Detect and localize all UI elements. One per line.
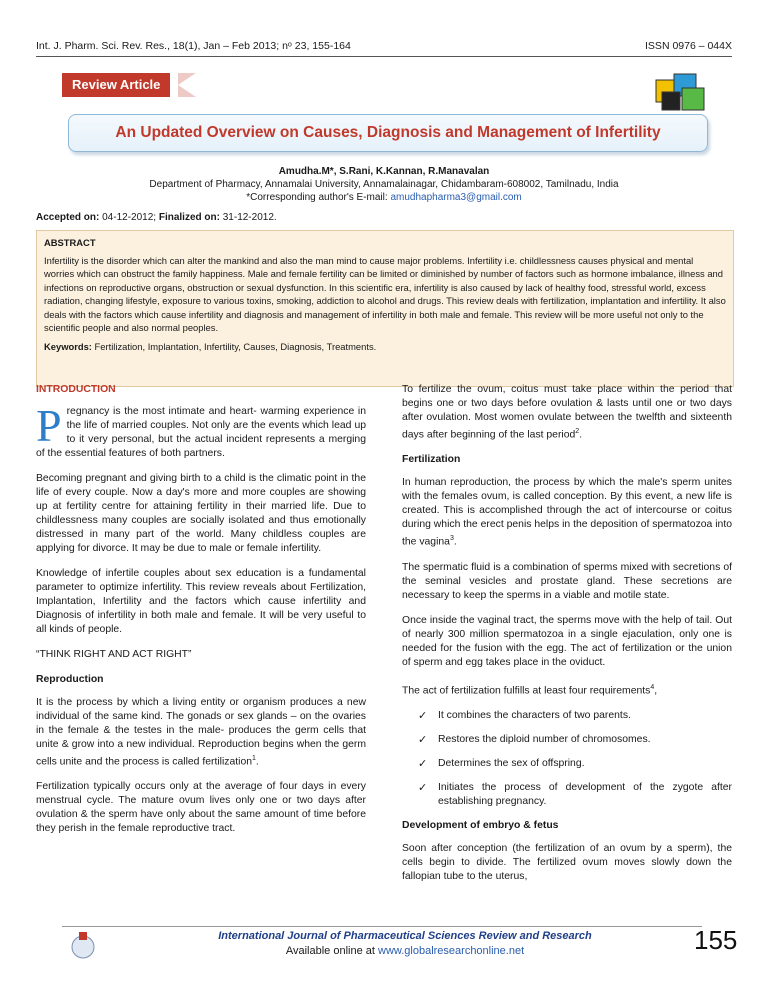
accepted-label: Accepted on: (36, 212, 100, 223)
check-icon: ✓ (418, 758, 428, 771)
footer-rule (62, 926, 702, 927)
reproduction-paragraph-1: It is the process by which a living entity or organism produces a new individual of the same kind. The gonads or sex glands – on the ovaries in the female & the testes in the male- produces the germ cells that unite & grow into a new individual. Reproduction begins when the germ cells unite and the process is called fertilization$^1$. (36, 697, 366, 768)
intro-p1-text: regnancy is the most intimate and heart- warming experience in the life of married couples. Not only are the events which lead up to it very personal, but the actual incident represents a merging of the essential features of both partners. (36, 406, 366, 459)
check-icon: ✓ (418, 710, 428, 723)
repro-p1-text: It is the process by which a living entity or organism produces a new individual of the same kind. The gonads or sex glands – on the ovaries in the female & the testes in the male- produces the germ cells that unite & grow into a new individual. Reproduction begins when the germ cells unite and the process is called fertilization (36, 697, 366, 768)
publisher-logo-icon (70, 930, 96, 960)
list-item (402, 781, 732, 809)
journal-logo-icon (652, 70, 710, 114)
corr-email-link[interactable]: amudhapharma3@gmail.com (390, 192, 522, 203)
fertilization-heading: Fertilization (402, 454, 461, 466)
keywords-label: Keywords: (44, 340, 92, 352)
abstract-box (36, 230, 734, 387)
reproduction-heading: Reproduction (36, 674, 104, 685)
requirements-list (402, 709, 732, 809)
affiliation: Department of Pharmacy, Annamalai University, Annamalainagar, Chidambaram-608002, Tamilnadu, India (149, 179, 619, 190)
article-dates (36, 212, 277, 223)
req-intro-text: The act of fertilization fulfills at least four requirements (402, 685, 651, 697)
intro-paragraph-1 (36, 400, 366, 461)
fertilization-paragraph-1: In human reproduction, the process by which the male's sperm unites with the females ovum, is called conception. By this event, a new life is created. This is accomplished through the act of intercourse or coitus during which the erect penis helps in the deposition of spermatozoa into the vagina$^3$. (402, 477, 732, 548)
availability (180, 945, 630, 957)
motto: “THINK RIGHT AND ACT RIGHT” (36, 649, 192, 660)
ref-4: 4 (650, 683, 655, 691)
list-item-text: Initiates the process of development of the zygote after establishing pregnancy. (438, 782, 732, 808)
development-paragraph-1: Soon after conception (the fertilization of an ovum by a sperm), the cells begin to divide. The fertilized ovum moves slowly down the fallopian tube to the uterus, (402, 843, 732, 883)
reproduction-paragraph-2: Fertilization typically occurs only at the average of four days in every menstrual cycle. The mature ovum lives only one or two days after ovulation & the sperm have only about the same amount of time before they perish in the female reproductive tract. (36, 781, 366, 835)
drop-cap: P (36, 400, 62, 451)
list-item (402, 757, 732, 771)
page-number: 155 (694, 925, 738, 955)
running-header-citation: Int. J. Pharm. Sci. Rev. Res., 18(1), Jan – Feb 2013; nᵒ 23, 155-164 (36, 40, 351, 52)
corr-label: *Corresponding author's E-mail: (246, 192, 388, 203)
journal-website-link[interactable]: www.globalresearchonline.net (378, 945, 525, 957)
ref-1: 1 (252, 755, 256, 762)
finalized-date: 31-12-2012. (222, 212, 277, 223)
intro-paragraph-3: Knowledge of infertile couples about sex education is a fundamental parameter to optimize infertility. This review reveals about Fertilization, Implantation, Infertility and the factors which cause infertility and Diagnosis of infertility in both male and female. It will be very useful to all kinds of people. (36, 568, 366, 635)
article-type-badge: Review Article (62, 73, 170, 97)
avail-label: Available online at (285, 945, 375, 957)
list-item-text: Restores the diploid number of chromosomes. (438, 734, 651, 746)
abstract-text: Infertility is the disorder which can alter the mankind and also the man mind to cause major problems. Infertility i.e. childlessness causes physical and mental worries which can obstruct the family happiness. Male and female fertility can be limited or diminished by number of factors such as hormone imbalance, illness and infections on reproductive organs, obstruction or sexual dysfunction. In this scientific era, infertility is also caused by lack of healthy food, stressful world, excess radiation, changing lifestyle, exposure to various toxins, smoking, addiction to alcohol and drugs. This review deals with fertilization, implantation and infertility. It also deals with the factors which cause infertility and diagnosis and management of infertility in both male and female. This review will be more useful not only to the scientific people and also normal peoples. (44, 254, 726, 333)
requirements-intro: The act of fertilization fulfills at least four requirements$^4$, (402, 683, 658, 697)
keywords-text: Fertilization, Implantation, Infertility, Causes, Diagnosis, Treatments. (94, 340, 377, 352)
list-item (402, 709, 732, 723)
introduction-heading: INTRODUCTION (36, 384, 116, 395)
abstract-heading: ABSTRACT (44, 237, 96, 248)
article-title: An Updated Overview on Causes, Diagnosis and Management of Infertility (68, 114, 708, 152)
badge-tail (178, 73, 196, 97)
check-icon: ✓ (418, 734, 428, 747)
development-heading: Development of embryo & fetus (402, 820, 559, 832)
left-column (36, 383, 366, 847)
fertilization-paragraph-3: Once inside the vaginal tract, the sperms move with the help of tail. Out of nearly 300 million spermatozoa in a single ejaculation, only one is needed for the fusion with the egg. The act of fertilization or the union of sperm and egg takes place in the oviduct. (402, 614, 732, 668)
authors: Amudha.M*, S.Rani, K.Kannan, R.Manavalan (278, 166, 490, 177)
ref-2: 2 (575, 428, 580, 435)
journal-name: International Journal of Pharmaceutical Sciences Review and Research (218, 930, 592, 942)
list-item-text: Determines the sex of offspring. (438, 758, 585, 770)
keywords (44, 340, 726, 354)
right-p1-text: To fertilize the ovum, coitus must take place within the period that begins one or two days before ovulation & lasts until one or two days after ovulation. Most women ovulate between the twelfth and sixteenth days after beginning of the last period (402, 384, 732, 441)
accepted-date: 04-12-2012; (102, 212, 157, 223)
header-rule (36, 56, 732, 57)
finalized-label: Finalized on: (158, 212, 220, 223)
check-icon: ✓ (418, 782, 428, 795)
right-paragraph-1: To fertilize the ovum, coitus must take place within the period that begins one or two days before ovulation & lasts until one or two days after ovulation. Most women ovulate between the twelfth and sixteenth days after beginning of the last period$^2$. (402, 384, 732, 441)
right-column (402, 383, 732, 895)
ref-3: 3 (449, 535, 454, 543)
fert-p1-text: In human reproduction, the process by which the male's sperm unites with the females ovum, is called conception. By this event, a new life is created. This is accomplished through the act of intercourse or coitus during which the erect penis helps in the deposition of spermatozoa into the vagina (402, 477, 732, 548)
intro-paragraph-2: Becoming pregnant and giving birth to a child is the climatic point in the life of every couple. Now a day's more and more couples are showing up at fertility centre for attaining fertility in their married life. Due to childlessness many couples are socially isolated and thus emotionally distressed in many part of the world. Many childless couples are applying for divorce. It may be due to male or female infertility. (36, 473, 366, 554)
running-header-issn: ISSN 0976 – 044X (645, 40, 732, 52)
fertilization-paragraph-2: The spermatic fluid is a combination of sperms mixed with secretions of the seminal vesicles and prostate gland. These secretions are necessary to keep the sperms in a viable and motile state. (402, 561, 732, 601)
list-item-text: It combines the characters of two parents. (438, 710, 631, 722)
corresponding-author (36, 192, 732, 203)
list-item (402, 733, 732, 747)
